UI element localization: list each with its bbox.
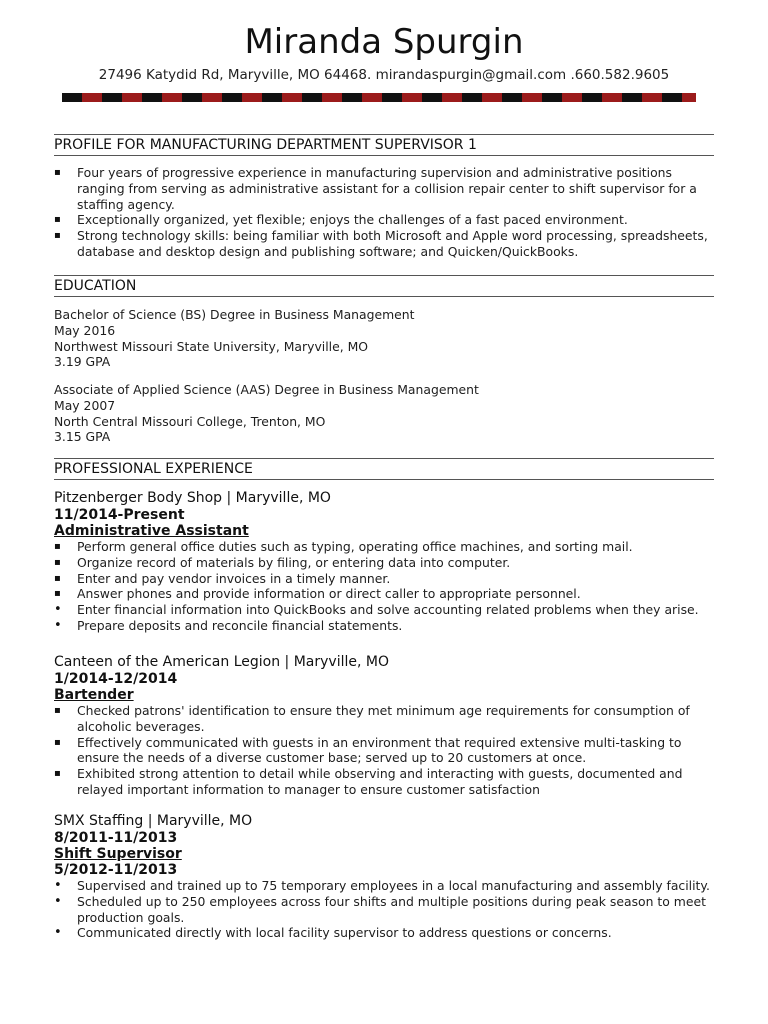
profile-bullet: ▪ Strong technology skills: being familiar with both Microsoft and Apple word processing, spreadsheets, database and desktop design and publishing software; and Quicken/QuickBooks. [54,228,714,260]
duty-bullet: • Prepare deposits and reconcile financial statements. [54,618,714,634]
job-entry [54,654,714,798]
degree: Bachelor of Science (BS) Degree in Business Management [54,307,415,322]
duty-bullet: ▪ Checked patrons' identification to ensure they met minimum age requirements for consumption of alcoholic beverages. [54,703,714,735]
duty-bullet: • Communicated directly with local facility supervisor to address questions or concerns. [54,925,714,941]
duty-bullet: ▪ Organize record of materials by filing, or entering data into computer. [54,555,714,571]
job-company: Canteen of the American Legion | Maryville, MO [54,654,389,670]
job-title: Shift Supervisor [54,846,182,862]
duty-bullet: ▪ Enter and pay vendor invoices in a timely manner. [54,571,714,587]
duty-bullet: • Enter financial information into QuickBooks and solve accounting related problems when they arise. [54,602,714,618]
position-dates: 5/2012-11/2013 [54,862,178,878]
job-duties-more [54,602,714,634]
graduation-date: May 2007 [54,397,116,413]
duty-bullet: • Scheduled up to 250 employees across four shifts and multiple positions during peak season to meet production goals. [54,894,714,926]
job-entry [54,813,714,941]
job-dates: 11/2014-Present [54,507,185,523]
contact-line: 27496 Katydid Rd, Maryville, MO 64468. mirandaspurgin@gmail.com .660.582.9605 [98,67,670,83]
job-company: Pitzenberger Body Shop | Maryville, MO [54,490,331,506]
job-dates: 1/2014-12/2014 [54,671,178,687]
decorative-stripe [62,93,696,102]
candidate-name: Miranda Spurgin [244,22,524,62]
profile-bullet: ▪ Exceptionally organized, yet flexible; enjoys the challenges of a fast paced environment. [54,212,714,228]
education-heading: EDUCATION [54,275,714,297]
job-title: Bartender [54,687,134,703]
job-duties [54,539,714,602]
job-entry [54,490,714,634]
gpa: 3.15 GPA [54,429,111,445]
duty-bullet: • Supervised and trained up to 75 temporary employees in a local manufacturing and assembly facility. [54,878,714,894]
duty-bullet: ▪ Effectively communicated with guests in an environment that required extensive multi-tasking to ensure the needs of a diverse customer base; served up to 20 customers at once. [54,735,714,767]
experience-heading: PROFESSIONAL EXPERIENCE [54,458,714,480]
profile-heading: PROFILE FOR MANUFACTURING DEPARTMENT SUPERVISOR 1 [54,134,714,156]
graduation-date: May 2016 [54,322,116,338]
gpa: 3.19 GPA [54,354,111,370]
duty-bullet: ▪ Exhibited strong attention to detail while observing and interacting with guests, documented and relayed important information to manager to ensure customer satisfaction [54,766,714,798]
job-duties [54,703,714,798]
profile-section [54,165,714,260]
profile-list [54,165,714,260]
school: North Central Missouri College, Trenton, MO [54,413,326,429]
job-company: SMX Staffing | Maryville, MO [54,813,253,829]
duty-bullet: ▪ Answer phones and provide information or direct caller to appropriate personnel. [54,586,714,602]
school: Northwest Missouri State University, Maryville, MO [54,338,369,354]
job-dates: 8/2011-11/2013 [54,830,178,846]
education-entry [54,307,714,370]
education-entry [54,382,714,445]
job-title: Administrative Assistant [54,523,249,539]
duty-bullet: ▪ Perform general office duties such as typing, operating office machines, and sorting mail. [54,539,714,555]
degree: Associate of Applied Science (AAS) Degree in Business Management [54,382,479,397]
profile-bullet: ▪ Four years of progressive experience in manufacturing supervision and administrative positions ranging from serving as administrative assistant for a collision repair center to shift supervisor for a staffing agency. [54,165,714,212]
job-duties [54,878,714,941]
